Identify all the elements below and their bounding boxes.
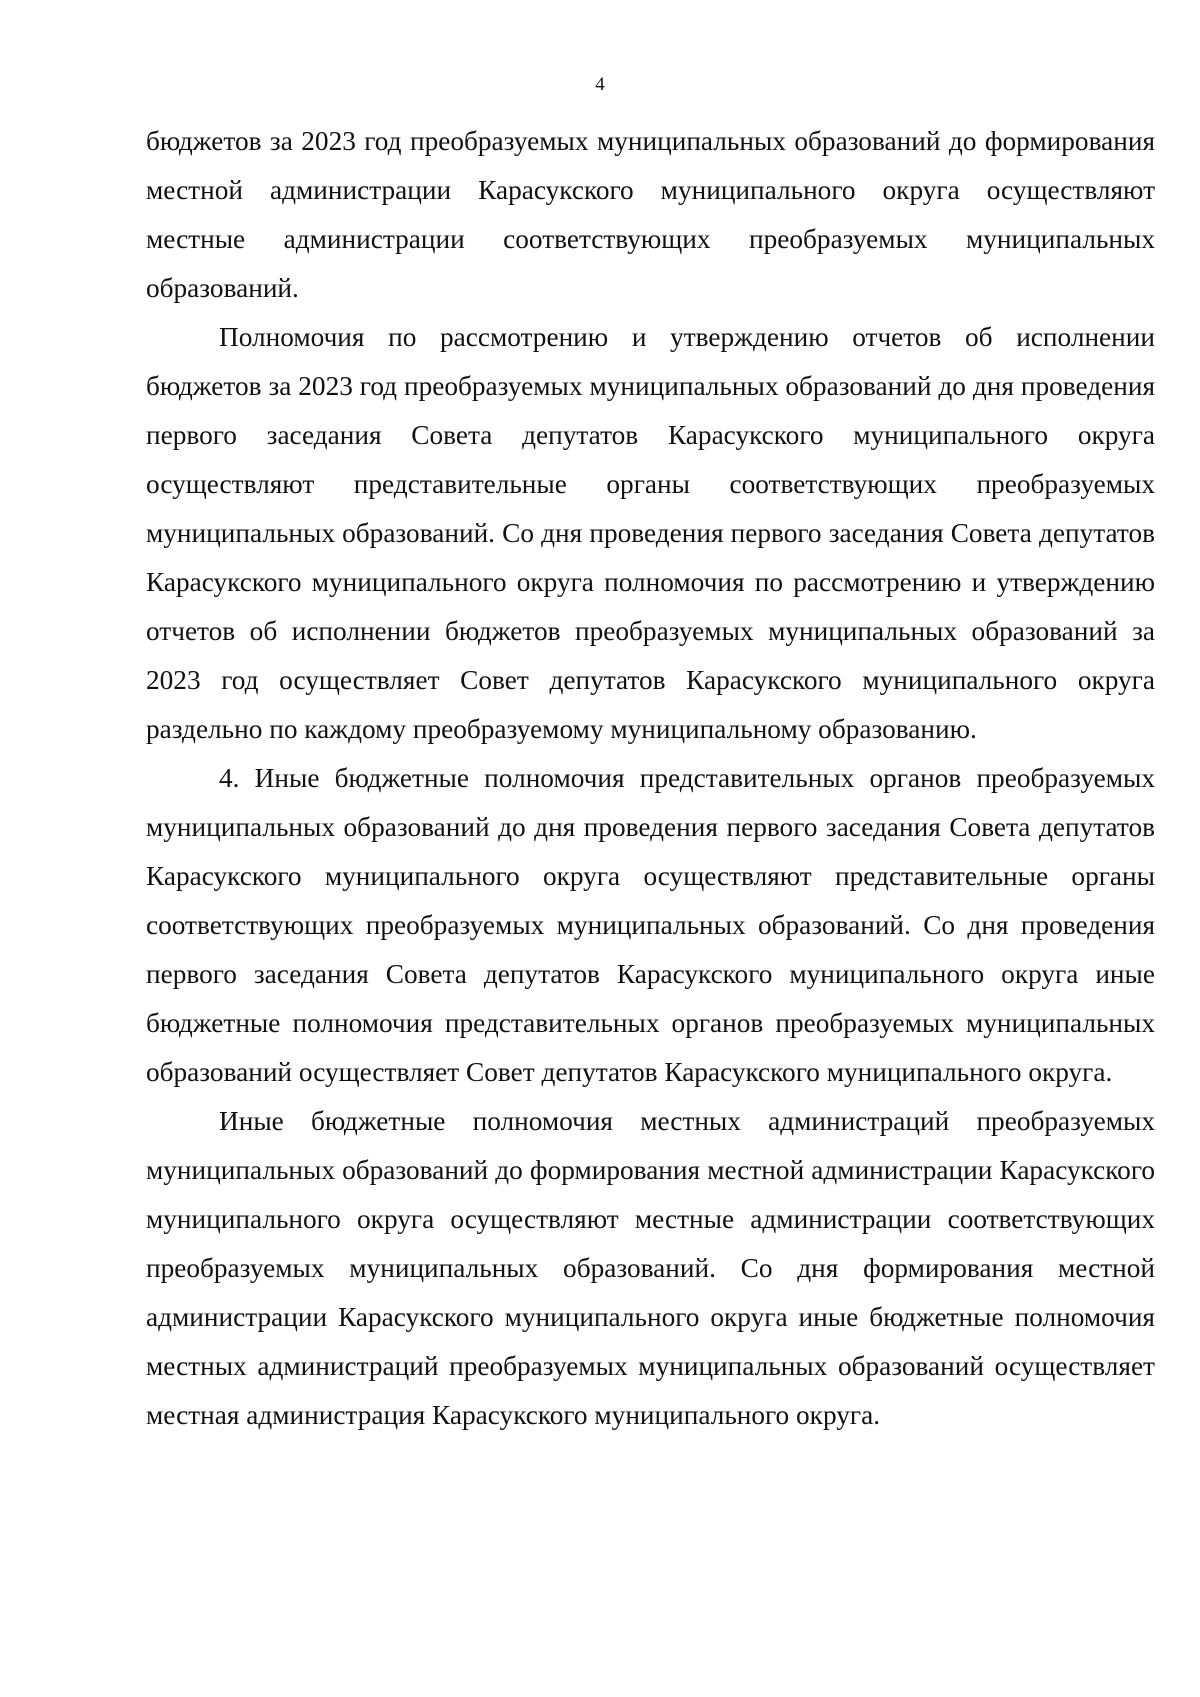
paragraph-continuation: бюджетов за 2023 год преобразуемых муниципальных образований до формирования местной администрации Карасукского муниципального округа осуществляют местные администрации соответствующих преобразуемых муниципальных образований. [146,126,1155,303]
paragraph-report-approval: Полномочия по рассмотрению и утверждению отчетов об исполнении бюджетов за 2023 год преобразуемых муниципальных образований до дня проведения первого заседания Совета депутатов Карасукского муниципального округа осуществляют представительные органы соответствующих преобразуемых муниципальных образований. Со дня проведения первого заседания Совета депутатов Карасукского муниципального округа полномочия по рассмотрению и утверждению отчетов об исполнении бюджетов преобразуемых муниципальных образований за 2023 год осуществляет Совет депутатов Карасукского муниципального округа раздельно по каждому преобразуемому муниципальному образованию. [146,322,1155,744]
page-number: 4 [595,74,605,95]
document-body [146,117,1155,1440]
paragraph-clause-4: 4. Иные бюджетные полномочия представительных органов преобразуемых муниципальных образований до дня проведения первого заседания Совета депутатов Карасукского муниципального округа осуществляют представительные органы соответствующих преобразуемых муниципальных образований. Со дня проведения первого заседания Совета депутатов Карасукского муниципального округа иные бюджетные полномочия представительных органов преобразуемых муниципальных образований осуществляет Совет депутатов Карасукского муниципального округа. [146,763,1155,1087]
paragraph-administration-powers: Иные бюджетные полномочия местных администраций преобразуемых муниципальных образований до формирования местной администрации Карасукского муниципального округа осуществляют местные администрации соответствующих преобразуемых муниципальных образований. Со дня формирования местной администрации Карасукского муниципального округа иные бюджетные полномочия местных администраций преобразуемых муниципальных образований осуществляет местная администрация Карасукского муниципального округа. [146,1106,1155,1430]
